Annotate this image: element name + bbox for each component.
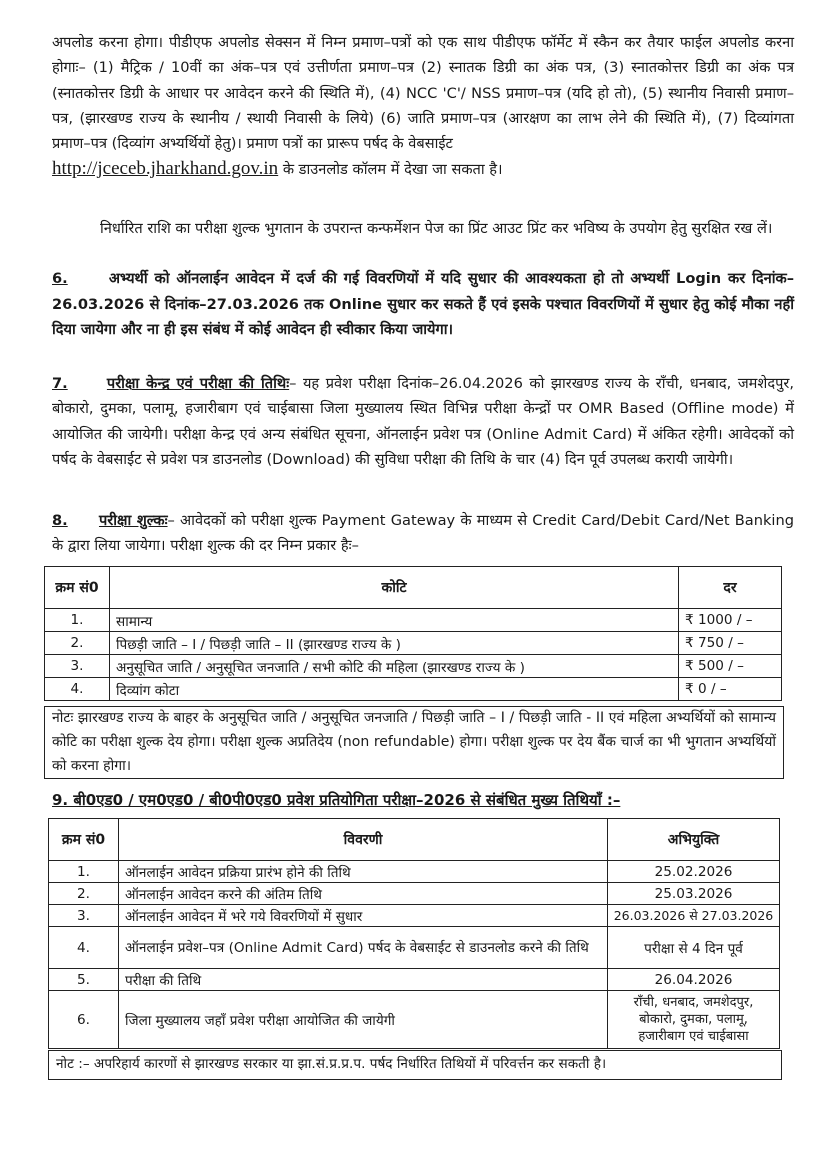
fee-print-text: निर्धारित राशि का परीक्षा शुल्क भुगतान के उपरान्त कन्फर्मेशन पेज का प्रिंट आउट प्रिंट कर भविष्य के उपयोग हेतु सुरक्षित रख लें। [100,220,773,237]
fee-note: नोटः झारखण्ड राज्य के बाहर के अनुसूचित जाति / अनुसूचित जनजाति / पिछड़ी जाति – I / पिछड़ी जाति - II एवं महिला अभ्यर्थियों को सामान्य कोटि का परीक्षा शुल्क देय होगा। परीक्षा शुल्क अप्रतिदेय (non refundable) होगा। परीक्षा शुल्क पर देय बैंक चार्ज का भी भुगतान अभ्यर्थियों को करना होगा। [52,710,776,774]
table-row [49,927,780,969]
section-6-number: 6. [52,270,68,287]
fee-rate: ₹ 750 / – [679,632,782,655]
date-description: जिला मुख्यालय जहाँ प्रवेश परीक्षा आयोजित की जायेगी [119,991,608,1049]
table-row [49,905,780,927]
date-description: ऑनलाईन आवेदन करने की अंतिम तिथि [119,883,608,905]
table-row [45,609,782,632]
table-row [49,883,780,905]
section-6 [52,266,794,343]
section-7-title: परीक्षा केन्द्र एवं परीक्षा की तिथिः [106,375,290,392]
fee-serial: 1. [45,609,110,632]
dates-table-header [49,819,780,861]
table-row [45,655,782,678]
fee-rate: ₹ 1000 / – [679,609,782,632]
date-description: ऑनलाईन आवेदन में भरे गये विवरणियों में सुधार [119,905,608,927]
dates-header-serial: क्रम सं0 [49,819,119,861]
date-serial: 1. [49,861,119,883]
section-8-title: परीक्षा शुल्कः [98,512,168,529]
section-7-number: 7. [52,375,68,392]
section-8 [52,508,794,559]
fee-table [44,566,782,701]
fee-category: सामान्य [110,609,679,632]
table-row [49,969,780,991]
fee-serial: 2. [45,632,110,655]
fee-header-category: कोटि [110,567,679,609]
intro-paragraph [52,30,794,183]
table-row [45,678,782,701]
date-description: ऑनलाईन आवेदन प्रक्रिया प्रारंभ होने की तिथि [119,861,608,883]
fee-table-header [45,567,782,609]
section-8-text: – आवेदकों को परीक्षा शुल्क Payment Gateway के माध्यम से Credit Card/Debit Card/Net Banking के द्वारा लिया जायेगा। परीक्षा शुल्क की दर निम्न प्रकार हैः– [52,512,794,555]
date-remark: 25.03.2026 [608,883,780,905]
date-serial: 2. [49,883,119,905]
date-serial: 4. [49,927,119,969]
section-9-title: 9. बी0एड0 / एम0एड0 / बी0पी0एड0 प्रवेश प्रतियोगिता परीक्षा–2026 से संबंधित मुख्य तिथियाँ :– [52,791,621,809]
fee-serial: 4. [45,678,110,701]
date-remark: 26.04.2026 [608,969,780,991]
section-7 [52,371,794,472]
fee-rate: ₹ 0 / – [679,678,782,701]
fee-category: अनुसूचित जाति / अनुसूचित जनजाति / सभी कोटि की महिला (झारखण्ड राज्य के ) [110,655,679,678]
fee-header-serial: क्रम सं0 [45,567,110,609]
date-serial: 6. [49,991,119,1049]
section-6-text: अभ्यर्थी को ऑनलाईन आवेदन में दर्ज की गई विवरणियों में यदि सुधार की आवश्यकता हो तो अभ्यर्थी Login कर दिनांक–26.03.2026 से दिनांक–27.03.2026 तक Online सुधार कर सकते हैं एवं इसके पश्चात विवरणियों में सुधार हेतु कोई मौका नहीं दिया जायेगा और ना ही इस संबंध में कोई आवेदन ही स्वीकार किया जायेगा। [52,270,794,338]
dates-table [48,818,780,1049]
date-serial: 3. [49,905,119,927]
fee-header-rate: दर [679,567,782,609]
fee-category: पिछड़ी जाति – I / पिछड़ी जाति – II (झारखण्ड राज्य के ) [110,632,679,655]
date-remark: 26.03.2026 से 27.03.2026 [608,905,780,927]
intro-text: अपलोड करना होगा। पीडीएफ अपलोड सेक्सन में निम्न प्रमाण–पत्रों को एक साथ पीडीएफ फॉर्मेट में स्कैन कर तैयार फाईल अपलोड करना होगाः– (1) मैट्रिक / 10वीं का अंक–पत्र एवं उत्तीर्णता प्रमाण–पत्र (2) स्नातक डिग्री का अंक पत्र, (3) स्नातकोत्तर डिग्री का अंक पत्र (स्नातकोत्तर डिग्री के आधार पर आवेदन करने की स्थिति में), (4) NCC 'C'/ NSS प्रमाण–पत्र (यदि हो तो), (5) स्थानीय निवासी प्रमाण–पत्र, (झारखण्ड राज्य के स्थानीय / स्थायी निवासी के लिये) (6) जाति प्रमाण–पत्र (आरक्षण का लाभ लेने की स्थिति में), (7) दिव्यांगता प्रमाण–पत्र (दिव्यांग अभ्यर्थियों हेतु)। प्रमाण पत्रों का प्रारूप पर्षद के वेबसाईट [52,34,794,153]
website-link[interactable]: http://jceceb.jharkhand.gov.in [52,158,279,180]
date-description: ऑनलाईन प्रवेश–पत्र (Online Admit Card) पर्षद के वेबसाईट से डाउनलोड करने की तिथि [119,927,608,969]
date-description: परीक्षा की तिथि [119,969,608,991]
dates-header-description: विवरणी [119,819,608,861]
table-row [45,632,782,655]
date-remark: परीक्षा से 4 दिन पूर्व [608,927,780,969]
fee-category: दिव्यांग कोटा [110,678,679,701]
fee-print-paragraph [52,216,794,241]
section-8-number: 8. [52,512,68,529]
date-serial: 5. [49,969,119,991]
dates-note: नोट :– अपरिहार्य कारणों से झारखण्ड सरकार या झा.सं.प्र.प्र.प. पर्षद निर्धारित तिथियों में परिवर्त्तन कर सकती है। [56,1056,607,1072]
intro-tail: के डाउनलोड कॉलम में देखा जा सकता है। [282,161,503,179]
date-remark: 25.02.2026 [608,861,780,883]
dates-header-remark: अभियुक्ति [608,819,780,861]
fee-serial: 3. [45,655,110,678]
section-7-text: – यह प्रवेश परीक्षा दिनांक–26.04.2026 को झारखण्ड राज्य के राँची, धनबाद, जमशेदपुर, बोकारो, दुमका, पलामू, हजारीबाग एवं चाईबासा जिला मुख्यालय स्थित विभिन्न परीक्षा केन्द्रों पर OMR Based (Offline mode) में आयोजित की जायेगी। परीक्षा केन्द्र एवं अन्य संबंधित सूचना, ऑनलाईन प्रवेश पत्र (Online Admit Card) में अंकित रहेगी। आवेदकों को पर्षद के वेबसाईट से प्रवेश पत्र डाउनलोड (Download) की सुविधा परीक्षा की तिथि के चार (4) दिन पूर्व उपलब्ध करायी जायेगी। [52,375,794,468]
fee-rate: ₹ 500 / – [679,655,782,678]
table-row [49,861,780,883]
date-remark: राँची, धनबाद, जमशेदपुर, बोकारो, दुमका, पलामू, हजारीबाग एवं चाईबासा [608,991,780,1049]
table-row [49,991,780,1049]
